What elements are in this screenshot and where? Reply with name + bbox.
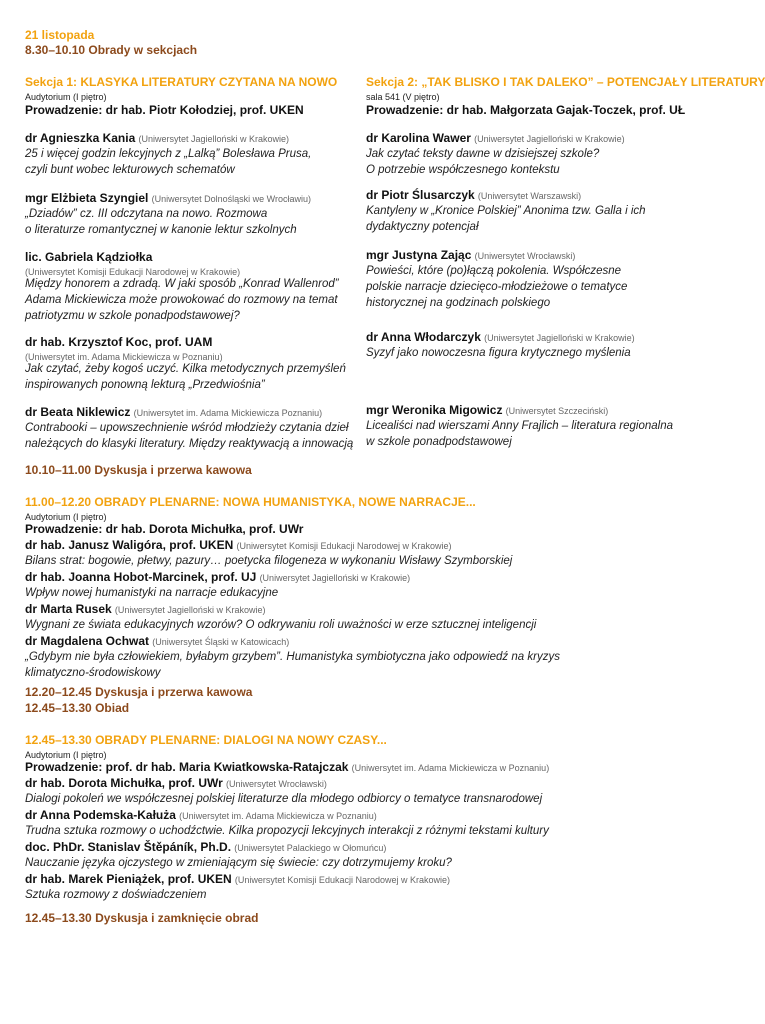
talk-title: polskie narracje dziecięco-młodzieżowe o tematyce bbox=[366, 281, 628, 293]
talk-speaker bbox=[25, 840, 386, 856]
speaker-name: dr Marta Rusek bbox=[25, 602, 112, 616]
section-2-lead: Prowadzenie: dr hab. Małgorzata Gajak-Toczek, prof. UŁ bbox=[366, 103, 686, 117]
talk-speaker bbox=[366, 330, 635, 346]
talk-title: Adama Mickiewicza może prowokować do rozmowy na temat bbox=[25, 294, 338, 306]
talk-speaker bbox=[366, 131, 625, 147]
talk-title: O potrzebie współczesnego kontekstu bbox=[366, 164, 560, 176]
talk-title: Syzyf jako nowoczesna figura krytycznego myślenia bbox=[366, 347, 631, 359]
section-2-room: sala 541 (V piętro) bbox=[366, 92, 440, 102]
speaker-name: doc. PhDr. Stanislav Štěpáník, Ph.D. bbox=[25, 840, 232, 854]
speaker-affiliation: (Uniwersytet Jagielloński w Krakowie) bbox=[259, 573, 411, 583]
speaker-name: dr hab. Dorota Michułka, prof. UWr bbox=[25, 776, 223, 790]
closing-heading: 12.45–13.30 Dyskusja i zamknięcie obrad bbox=[25, 911, 259, 925]
speaker-affiliation: (Uniwersytet Komisji Edukacji Narodowej w Krakowie) bbox=[236, 541, 452, 551]
talk-title: Sztuka rozmowy z doświadczeniem bbox=[25, 889, 207, 901]
talk-speaker bbox=[25, 808, 377, 824]
section-2-title: Sekcja 2: „TAK BLISKO I TAK DALEKO” – POTENCJAŁY LITERATURY bbox=[366, 75, 765, 89]
speaker-affiliation: (Uniwersytet Komisji Edukacji Narodowej w Krakowie) bbox=[25, 267, 241, 277]
talk-speaker bbox=[25, 602, 265, 618]
section-1-title: Sekcja 1: KLASYKA LITERATURY CZYTANA NA NOWO bbox=[25, 75, 338, 89]
speaker-affiliation: (Uniwersytet Wrocławski) bbox=[474, 251, 576, 261]
date-heading: 21 listopada bbox=[25, 28, 95, 42]
plenary-1-lead: Prowadzenie: dr hab. Dorota Michułka, prof. UWr bbox=[25, 522, 304, 536]
speaker-affiliation: (Uniwersytet im. Adama Mickiewicza Poznaniu) bbox=[133, 408, 323, 418]
speaker-affiliation: (Uniwersytet Szczeciński) bbox=[505, 406, 609, 416]
talk-speaker bbox=[25, 570, 410, 586]
talk-title: Trudna sztuka rozmowy o uchodźctwie. Kilka propozycji lekcyjnych interakcji z różnymi tekstami kultury bbox=[25, 825, 549, 837]
talk-speaker bbox=[25, 405, 322, 421]
lead-affiliation: (Uniwersytet im. Adama Mickiewicza w Poznaniu) bbox=[351, 763, 550, 773]
talk-speaker bbox=[366, 248, 575, 264]
talk-title: czyli bunt wobec lekturowych schematów bbox=[25, 164, 235, 176]
talk-title: Kantyleny w „Kronice Polskiej” Anonima tzw. Galla i ich bbox=[366, 205, 646, 217]
talk-title: Dialogi pokoleń we współczesnej polskiej literaturze dla młodego odbiorcy o tematyce transnarodowej bbox=[25, 793, 543, 805]
speaker-affiliation: (Uniwersytet Komisji Edukacji Narodowej w Krakowie) bbox=[234, 875, 450, 885]
speaker-name: dr Magdalena Ochwat bbox=[25, 634, 150, 648]
talk-title: patriotyzmu w szkole ponadpodstawowej? bbox=[25, 310, 240, 322]
speaker-affiliation: (Uniwersytet Wrocławski) bbox=[226, 779, 327, 789]
talk-title: w szkole ponadpodstawowej bbox=[366, 436, 512, 448]
plenary-2-lead bbox=[25, 760, 549, 776]
speaker-affiliation: (Uniwersytet Jagielloński w Krakowie) bbox=[484, 333, 635, 343]
talk-title: Jak czytać, żeby kogoś uczyć. Kilka metodycznych przemyśleń bbox=[25, 363, 346, 375]
talk-title: „Dziadów” cz. III odczytana na nowo. Rozmowa bbox=[25, 208, 268, 220]
talk-title: Bilans strat: bogowie, płetwy, pazury… poetycka filogeneza w wykonaniu Wisławy Szymborskiej bbox=[25, 555, 513, 567]
talk-title: Wygnani ze świata edukacyjnych wzorów? O odkrywaniu roli uważności w erze sztucznej inteligencji bbox=[25, 619, 537, 631]
break-heading: 12.20–12.45 Dyskusja i przerwa kawowa bbox=[25, 685, 253, 699]
talk-speaker bbox=[366, 403, 608, 419]
talk-title: 25 i więcej godzin lekcyjnych z „Lalką” Bolesława Prusa, bbox=[25, 148, 312, 160]
speaker-affiliation: (Uniwersytet Śląski w Katowicach) bbox=[152, 637, 290, 647]
plenary-2-title: 12.45–13.30 OBRADY PLENARNE: DIALOGI NA NOWY CZASY... bbox=[25, 733, 387, 747]
break-heading: 10.10–11.00 Dyskusja i przerwa kawowa bbox=[25, 463, 252, 477]
speaker-name: mgr Weronika Migowicz bbox=[366, 403, 503, 417]
speaker-name: dr Beata Niklewicz bbox=[25, 405, 131, 419]
plenary-1-room: Audytorium (I piętro) bbox=[25, 512, 107, 522]
talk-title: Jak czytać teksty dawne w dzisiejszej szkole? bbox=[366, 148, 600, 160]
talk-speaker bbox=[25, 538, 452, 554]
speaker-affiliation: (Uniwersytet im. Adama Mickiewicza w Poznaniu) bbox=[25, 352, 223, 362]
speaker-affiliation: (Uniwersytet Jagielloński w Krakowie) bbox=[138, 134, 290, 144]
section-1-room: Audytorium (I piętro) bbox=[25, 92, 107, 102]
speaker-affiliation: (Uniwersytet im. Adama Mickiewicza w Poznaniu) bbox=[179, 811, 377, 821]
speaker-name: lic. Gabriela Kądziołka bbox=[25, 250, 153, 264]
speaker-name: mgr Justyna Zając bbox=[366, 248, 472, 262]
speaker-affiliation: (Uniwersytet Dolnośląski we Wrocławiu) bbox=[151, 194, 311, 204]
speaker-affiliation: (Uniwersytet Palackiego w Ołomuńcu) bbox=[234, 843, 387, 853]
talk-title: Między honorem a zdradą. W jaki sposób „Konrad Wallenrod” bbox=[25, 278, 339, 290]
talk-speaker bbox=[25, 634, 289, 650]
speaker-name: dr Anna Podemska-Kałuża bbox=[25, 808, 176, 822]
talk-title: Wpływ nowej humanistyki na narracje edukacyjne bbox=[25, 587, 279, 599]
talk-title: dydaktyczny potencjał bbox=[366, 221, 479, 233]
speaker-affiliation: (Uniwersytet Jagielloński w Krakowie) bbox=[114, 605, 266, 615]
talk-title: Powieści, które (po)łączą pokolenia. Współczesne bbox=[366, 265, 622, 277]
talk-speaker bbox=[25, 131, 289, 147]
speaker-name: dr hab. Marek Pieniążek, prof. UKEN bbox=[25, 872, 232, 886]
talk-title: inspirowanych ponowną lekturą „Przedwiośnia” bbox=[25, 379, 265, 391]
talk-title: Licealiści nad wierszami Anny Frajlich – literatura regionalna bbox=[366, 420, 674, 432]
talk-speaker bbox=[25, 872, 450, 888]
talk-speaker bbox=[25, 191, 311, 207]
speaker-name: dr Anna Włodarczyk bbox=[366, 330, 481, 344]
talk-title: o literaturze romantycznej w kanonie lektur szkolnych bbox=[25, 224, 297, 236]
talk-title: należących do klasyki literatury. Między reaktywacją a innowacją bbox=[25, 438, 354, 450]
talk-speaker bbox=[366, 188, 581, 204]
speaker-name: dr hab. Joanna Hobot-Marcinek, prof. UJ bbox=[25, 570, 257, 584]
speaker-name: mgr Elżbieta Szyngiel bbox=[25, 191, 149, 205]
talk-title: klimatyczno-środowiskowy bbox=[25, 667, 161, 679]
talk-title: Contrabooki – upowszechnienie wśród młodzieży czytania dzieł bbox=[25, 422, 349, 434]
talk-title: „Gdybym nie była człowiekiem, byłabym grzybem”. Humanistyka symbiotyczna jako odpowiedź na kryzys bbox=[25, 651, 560, 663]
lead-label: Prowadzenie: prof. dr hab. Maria Kwiatkowska-Ratajczak bbox=[25, 760, 349, 774]
talk-title: Nauczanie języka ojczystego w zmieniającym się świecie: czy dotrzymujemy kroku? bbox=[25, 857, 452, 869]
talk-title: historycznej na godzinach polskiego bbox=[366, 297, 551, 309]
lunch-heading: 12.45–13.30 Obiad bbox=[25, 701, 130, 715]
speaker-name: dr Agnieszka Kania bbox=[25, 131, 136, 145]
speaker-affiliation: (Uniwersytet Jagielloński w Krakowie) bbox=[474, 134, 625, 144]
speaker-affiliation: (Uniwersytet Warszawski) bbox=[477, 191, 582, 201]
section-1-lead: Prowadzenie: dr hab. Piotr Kołodziej, prof. UKEN bbox=[25, 103, 304, 117]
session-time-heading: 8.30–10.10 Obrady w sekcjach bbox=[25, 43, 198, 57]
speaker-name: dr Karolina Wawer bbox=[366, 131, 471, 145]
talk-speaker bbox=[25, 776, 327, 792]
speaker-name: dr hab. Janusz Waligóra, prof. UKEN bbox=[25, 538, 234, 552]
speaker-name: dr hab. Krzysztof Koc, prof. UAM bbox=[25, 335, 213, 349]
plenary-1-title: 11.00–12.20 OBRADY PLENARNE: NOWA HUMANISTYKA, NOWE NARRACJE... bbox=[25, 495, 476, 509]
speaker-name: dr Piotr Ślusarczyk bbox=[366, 188, 475, 202]
plenary-2-room: Audytorium (I piętro) bbox=[25, 750, 107, 760]
